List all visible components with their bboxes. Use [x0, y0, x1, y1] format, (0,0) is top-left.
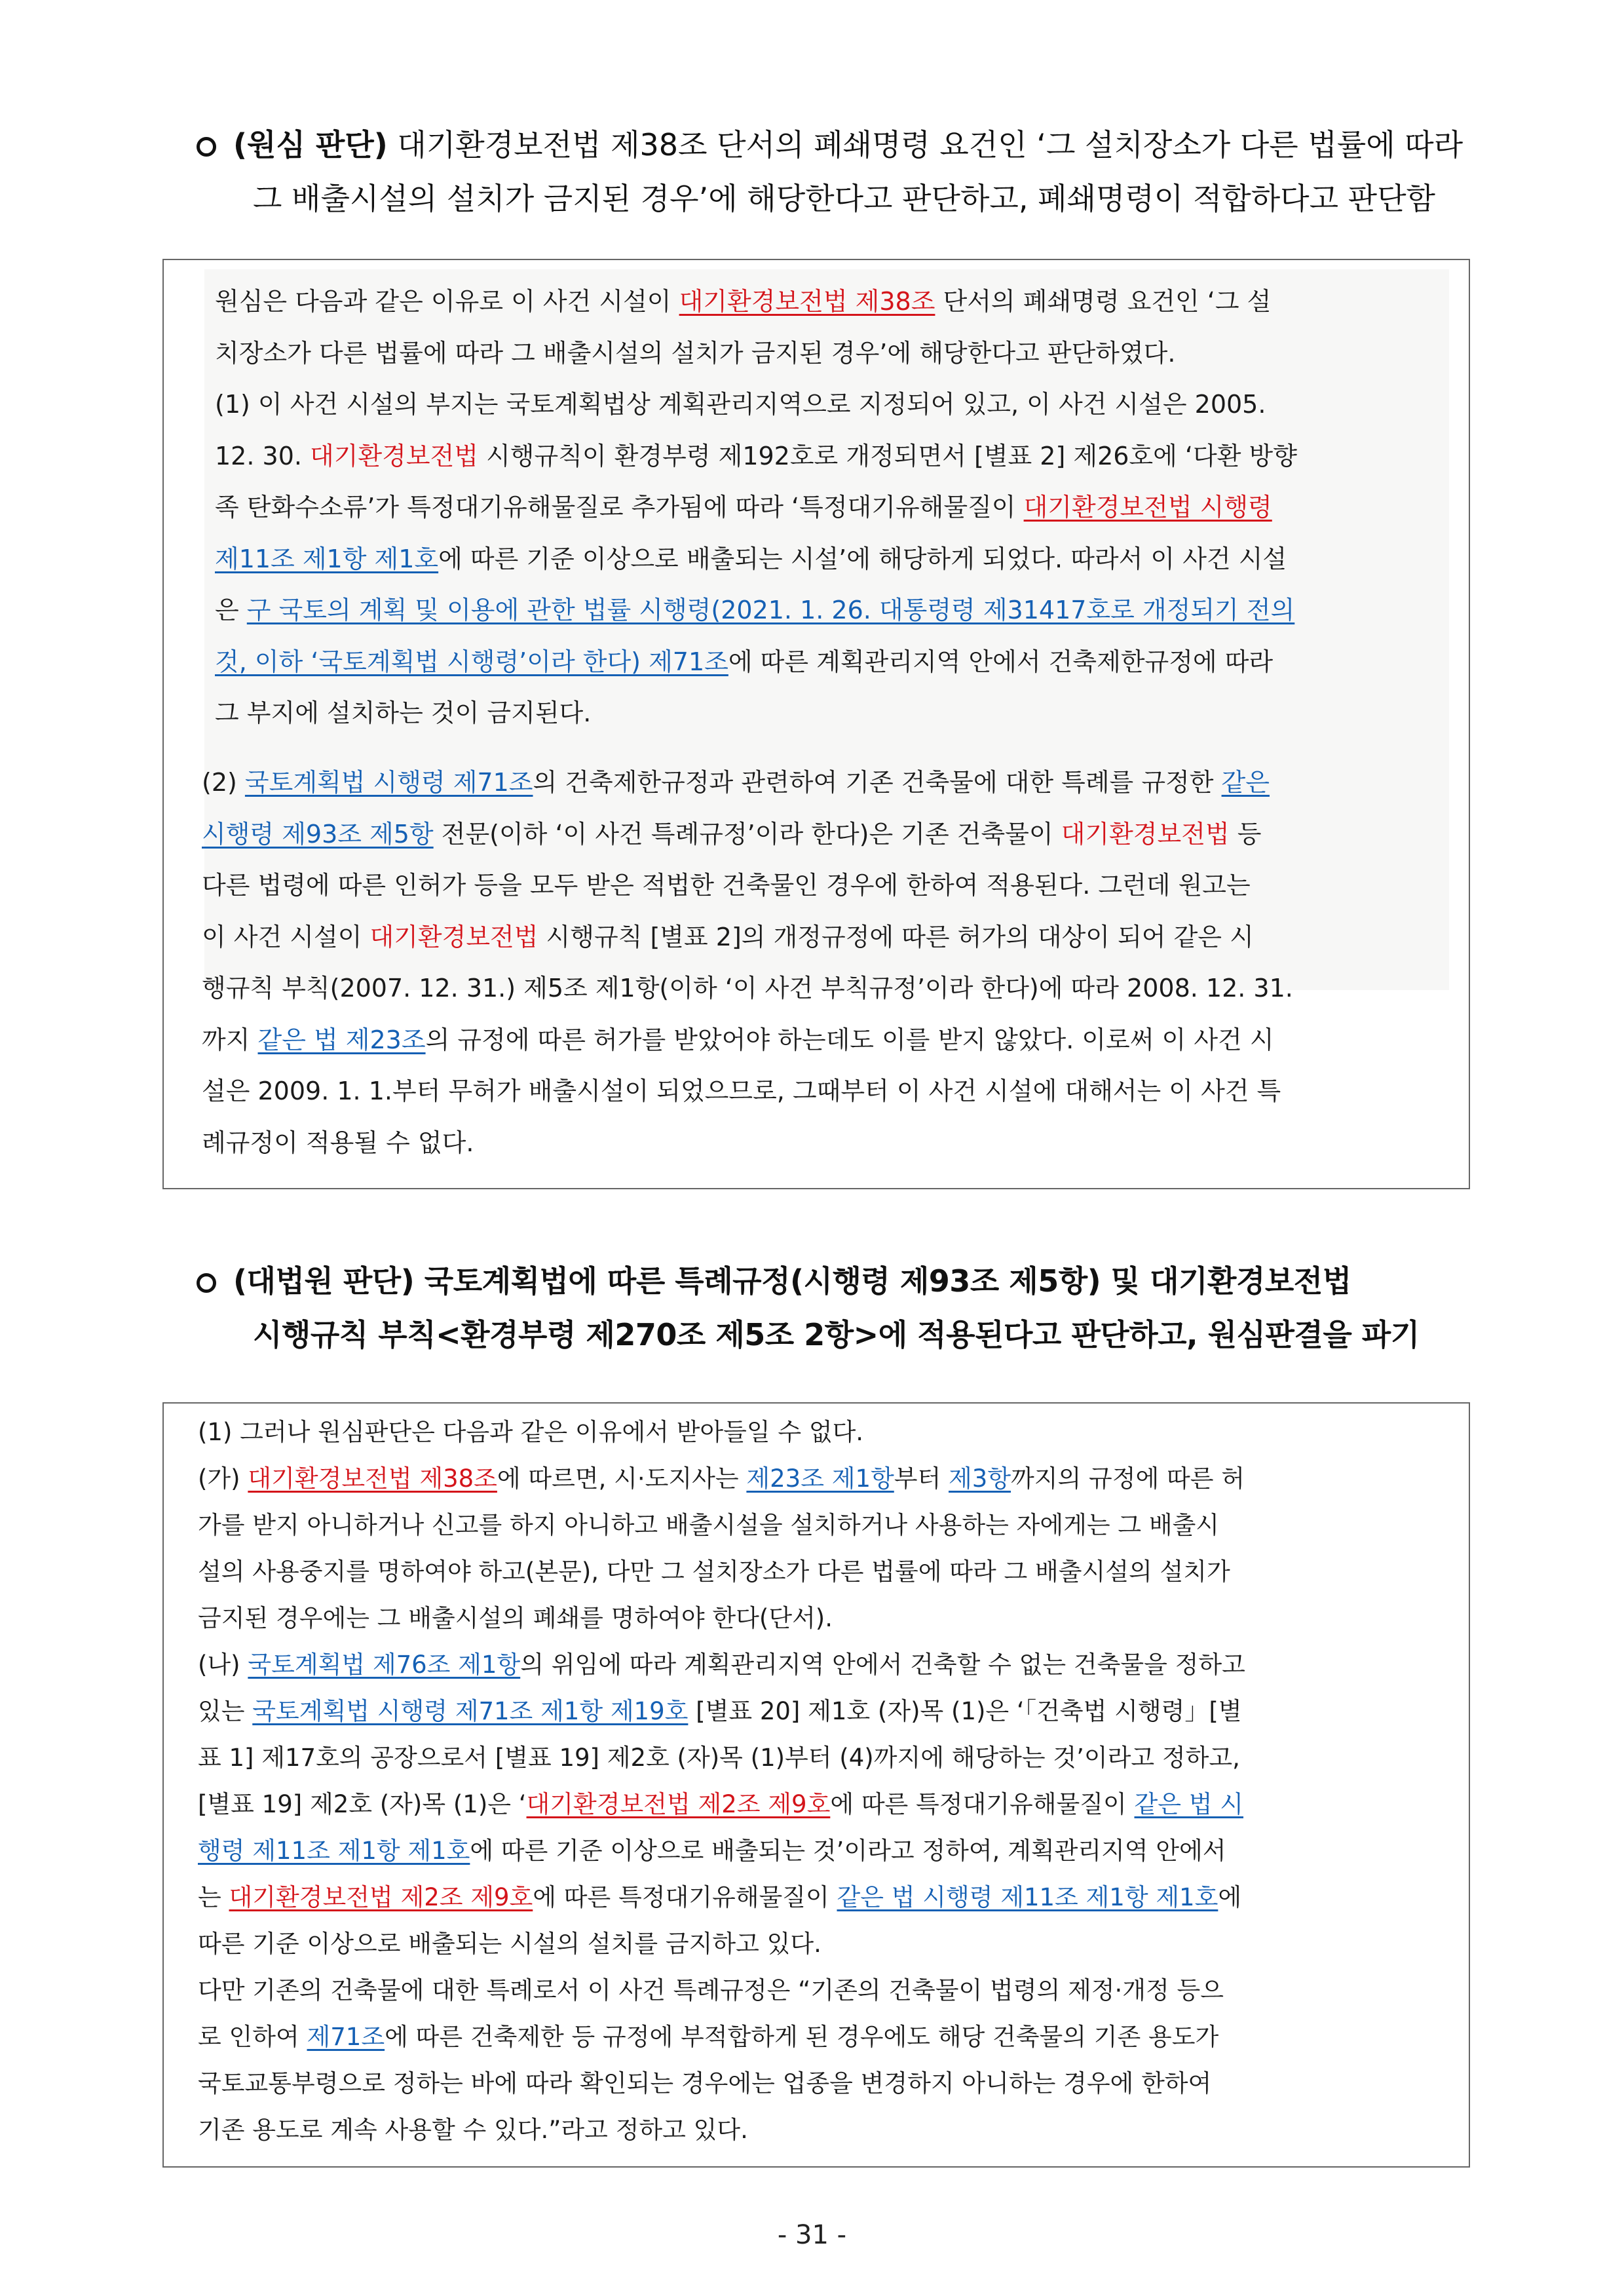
text: 있는 — [198, 1697, 253, 1725]
law-reference-red[interactable]: 대기환경보전법 시행령 — [1023, 493, 1272, 522]
circle-bullet-icon — [197, 137, 216, 157]
heading-label: (원심 판단) — [233, 127, 388, 163]
text: 단서의 폐쇄명령 요건인 ‘그 설 — [935, 287, 1272, 316]
law-link[interactable]: 국토계획법 시행령 제71조 — [244, 768, 533, 797]
text: 가를 받지 아니하거나 신고를 하지 아니하고 배출시설을 설치하거나 사용하는 자에게는 그 배출시 — [198, 1511, 1220, 1539]
page-number: - 31 - — [777, 2220, 847, 2250]
text: 례규정이 적용될 수 없다. — [202, 1128, 474, 1157]
text: 의 규정에 따른 허가를 받았어야 하는데도 이를 받지 않았다. 이로써 이 사건 시 — [425, 1025, 1274, 1054]
paragraph-2 — [202, 757, 1293, 1168]
text: 치장소가 다른 법률에 따라 그 배출시설의 설치가 금지된 경우’에 해당한다고 판단하였다. — [215, 338, 1176, 368]
text: 는 — [198, 1883, 229, 1911]
text: 따른 기준 이상으로 배출되는 시설의 설치를 금지하고 있다. — [198, 1930, 821, 1958]
text: 부터 — [894, 1464, 949, 1493]
text: 까지의 규정에 따른 허 — [1011, 1464, 1245, 1493]
law-link[interactable]: 같은 법 시행령 제11조 제1항 제1호 — [837, 1883, 1218, 1911]
law-link[interactable]: 제71조 — [307, 2023, 385, 2051]
text: (1) 이 사건 시설의 부지는 국토계획법상 계획관리지역으로 지정되어 있고, 이 사건 시설은 2005. — [215, 390, 1266, 419]
text: 에 따른 기준 이상으로 배출되는 것’이라고 정하여, 계획관리지역 안에서 — [470, 1837, 1226, 1865]
law-link[interactable]: 시행령 제93조 제5항 — [202, 819, 434, 849]
law-link[interactable]: 행령 제11조 제1항 제1호 — [198, 1837, 470, 1865]
text: 족 탄화수소류’가 특정대기유해물질로 추가됨에 따라 ‘특정대기유해물질이 — [215, 493, 1024, 522]
law-link[interactable]: 구 국토의 계획 및 이용에 관한 법률 시행령(2021. 1. 26. 대통령령 제31417호로 개정되기 전의 — [246, 596, 1295, 624]
law-reference-red[interactable]: 대기환경보전법 제2조 제9호 — [526, 1790, 831, 1818]
law-reference-red: 대기환경보전법 — [310, 441, 478, 470]
text: (2) — [202, 768, 245, 797]
text: 금지된 경우에는 그 배출시설의 폐쇄를 명하여야 한다(단서). — [198, 1604, 833, 1632]
heading-text-line2: 그 배출시설의 설치가 금지된 경우’에 해당한다고 판단하고, 폐쇄명령이 적합하다고 판단함 — [253, 181, 1435, 216]
text: 로 인하여 — [198, 2023, 307, 2051]
paragraph-1 — [215, 276, 1297, 739]
law-link[interactable]: 제3항 — [949, 1464, 1011, 1493]
section2-heading — [197, 1254, 1481, 1362]
law-link[interactable]: 국토계획법 시행령 제71조 제1항 제19호 — [252, 1697, 689, 1725]
text: 에 따른 계획관리지역 안에서 건축제한규정에 따라 — [728, 647, 1274, 676]
section1-heading — [197, 118, 1481, 225]
text: 에 따르면, 시·도지사는 — [497, 1464, 747, 1493]
text: 국토교통부령으로 정하는 바에 따라 확인되는 경우에는 업종을 변경하지 아니하는 경우에 한하여 — [198, 2069, 1212, 2097]
law-link[interactable]: 같은 — [1221, 768, 1270, 797]
heading-text-line1: 대기환경보전법 제38조 단서의 폐쇄명령 요건인 ‘그 설치장소가 다른 법률에 따라 — [387, 127, 1463, 163]
quote-box-supreme-court — [162, 1402, 1470, 2168]
text: 에 — [1218, 1883, 1242, 1911]
law-reference-red[interactable]: 대기환경보전법 제38조 — [248, 1464, 497, 1493]
text: 다른 법령에 따른 인허가 등을 모두 받은 적법한 건축물인 경우에 한하여 적용된다. 그런데 원고는 — [202, 871, 1251, 900]
text: 에 따른 특정대기유해물질이 — [533, 1883, 837, 1911]
text: 설의 사용중지를 명하여야 하고(본문), 다만 그 설치장소가 다른 법률에 따라 그 배출시설의 설치가 — [198, 1558, 1230, 1586]
text: 원심은 다음과 같은 이유로 이 사건 시설이 — [215, 287, 679, 316]
law-reference-red: 대기환경보전법 — [1061, 819, 1230, 849]
text: (가) — [198, 1464, 248, 1493]
text: (1) 그러나 원심판단은 다음과 같은 이유에서 받아들일 수 없다. — [198, 1418, 864, 1446]
text: 까지 — [202, 1025, 258, 1054]
text: 은 — [215, 596, 247, 624]
law-link[interactable]: 제23조 제1항 — [746, 1464, 894, 1493]
text: 이 사건 시설이 — [202, 922, 370, 951]
law-reference-red[interactable]: 대기환경보전법 제2조 제9호 — [229, 1883, 533, 1911]
text: 의 건축제한규정과 관련하여 기존 건축물에 대한 특례를 규정한 — [533, 768, 1222, 797]
text: 에 따른 특정대기유해물질이 — [830, 1790, 1135, 1818]
heading-text-line2: 시행규칙 부칙<환경부령 제270조 제5조 2항>에 적용된다고 판단하고, 원심판결을 파기 — [253, 1317, 1420, 1352]
law-reference-red: 대기환경보전법 — [369, 922, 538, 951]
law-link[interactable]: 같은 법 시 — [1134, 1790, 1243, 1818]
text: 표 1] 제17호의 공장으로서 [별표 19] 제2호 (자)목 (1)부터 (4)까지에 해당하는 것’이라고 정하고, — [198, 1744, 1240, 1772]
paragraph-supreme — [198, 1409, 1245, 2153]
text: 12. 30. — [215, 441, 311, 470]
text: 에 따른 기준 이상으로 배출되는 시설’에 해당하게 되었다. 따라서 이 사건 시설 — [438, 544, 1287, 573]
circle-bullet-icon — [197, 1273, 216, 1293]
text: 에 따른 건축제한 등 규정에 부적합하게 된 경우에도 해당 건축물의 기존 용도가 — [385, 2023, 1219, 2051]
text: 설은 2009. 1. 1.부터 무허가 배출시설이 되었으므로, 그때부터 이 사건 시설에 대해서는 이 사건 특 — [202, 1077, 1281, 1105]
heading-text-line1: (대법원 판단) 국토계획법에 따른 특례규정(시행령 제93조 제5항) 및 대기환경보전법 — [233, 1263, 1351, 1299]
text: 등 — [1229, 819, 1262, 849]
text: 전문(이하 ‘이 사건 특례규정’이라 한다)은 기존 건축물이 — [433, 819, 1061, 849]
text: 시행규칙 [별표 2]의 개정규정에 따른 허가의 대상이 되어 같은 시 — [538, 922, 1254, 951]
text: [별표 19] 제2호 (자)목 (1)은 ‘ — [198, 1790, 527, 1818]
law-link[interactable]: 것, 이하 ‘국토계획법 시행령’이라 한다) 제71조 — [215, 647, 728, 676]
text: 기존 용도로 계속 사용할 수 있다.”라고 정하고 있다. — [198, 2116, 748, 2144]
text: 의 위임에 따라 계획관리지역 안에서 건축할 수 없는 건축물을 정하고 — [520, 1651, 1245, 1679]
text: 행규칙 부칙(2007. 12. 31.) 제5조 제1항(이하 ‘이 사건 부칙규정’이라 한다)에 따라 2008. 12. 31. — [202, 974, 1293, 1003]
text: [별표 20] 제1호 (자)목 (1)은 ‘「건축법 시행령」[별 — [688, 1697, 1242, 1725]
law-link[interactable]: 국토계획법 제76조 제1항 — [248, 1651, 521, 1679]
law-link[interactable]: 제11조 제1항 제1호 — [215, 544, 439, 573]
quote-box-lower-court — [162, 259, 1470, 1189]
text: 시행규칙이 환경부령 제192호로 개정되면서 [별표 2] 제26호에 ‘다환 방향 — [478, 441, 1297, 470]
law-reference-red[interactable]: 대기환경보전법 제38조 — [679, 287, 935, 316]
law-link[interactable]: 같은 법 제23조 — [257, 1025, 426, 1054]
text: 다만 기존의 건축물에 대한 특례로서 이 사건 특례규정은 “기존의 건축물이 법령의 제정·개정 등으 — [198, 1976, 1224, 2004]
text: 그 부지에 설치하는 것이 금지된다. — [215, 698, 592, 727]
text: (나) — [198, 1651, 248, 1679]
